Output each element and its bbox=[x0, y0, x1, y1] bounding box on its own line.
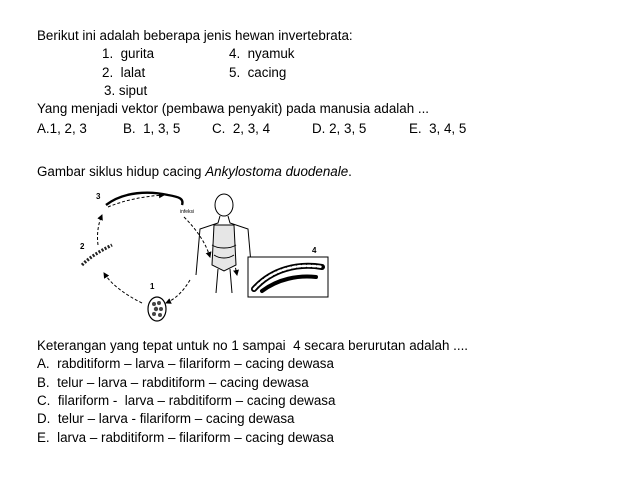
list-item-lalat: 2. lalat bbox=[102, 65, 146, 80]
question2-option-a: A. rabditiform – larva – filariform – cacing dewasa bbox=[37, 356, 334, 371]
stage-label-2: 2 bbox=[80, 242, 85, 251]
question2-option-c: C. filariform - larva – rabditiform – cacing dewasa bbox=[37, 393, 336, 408]
caption-prefix: Gambar siklus hidup cacing bbox=[37, 164, 206, 179]
question2-option-d: D. telur – larva - filariform – cacing dewasa bbox=[37, 411, 295, 426]
question1-option-e: E. 3, 4, 5 bbox=[409, 121, 467, 136]
infection-note: infeksi bbox=[180, 209, 195, 215]
question1-option-b: B. 1, 3, 5 bbox=[123, 121, 181, 136]
stage-label-3: 3 bbox=[96, 192, 101, 201]
caption-suffix: . bbox=[348, 164, 352, 179]
human-figure bbox=[196, 194, 252, 293]
adult-worm-box bbox=[248, 257, 328, 297]
question1-text: Yang menjadi vektor (pembawa penyakit) pada manusia adalah ... bbox=[37, 101, 430, 116]
list-item-cacing: 5. cacing bbox=[229, 65, 287, 80]
stage-label-4: 4 bbox=[312, 246, 317, 255]
question1-intro: Berikut ini adalah beberapa jenis hewan invertebrata: bbox=[37, 28, 353, 43]
list-item-siput: 3. siput bbox=[104, 83, 148, 98]
question1-option-d: D. 2, 3, 5 bbox=[312, 121, 367, 136]
list-item-nyamuk: 4. nyamuk bbox=[229, 46, 295, 61]
question2-caption bbox=[37, 164, 352, 180]
list-item-gurita: 1. gurita bbox=[102, 46, 155, 61]
stage-label-1: 1 bbox=[150, 282, 155, 291]
question1-option-c: C. 2, 3, 4 bbox=[212, 121, 271, 136]
caption-species: Ankylostoma duodenale bbox=[205, 164, 349, 179]
question2-text: Keterangan yang tepat untuk no 1 sampai 4 secara berurutan adalah .... bbox=[37, 338, 469, 353]
question1-option-a: A.1, 2, 3 bbox=[37, 121, 87, 136]
question2-option-e: E. larva – rabditiform – filariform – cacing dewasa bbox=[37, 430, 334, 445]
life-cycle-figure bbox=[72, 185, 332, 330]
question2-option-b: B. telur – larva – rabditiform – cacing dewasa bbox=[37, 375, 309, 390]
rhabditiform-larva-shape bbox=[82, 245, 112, 265]
